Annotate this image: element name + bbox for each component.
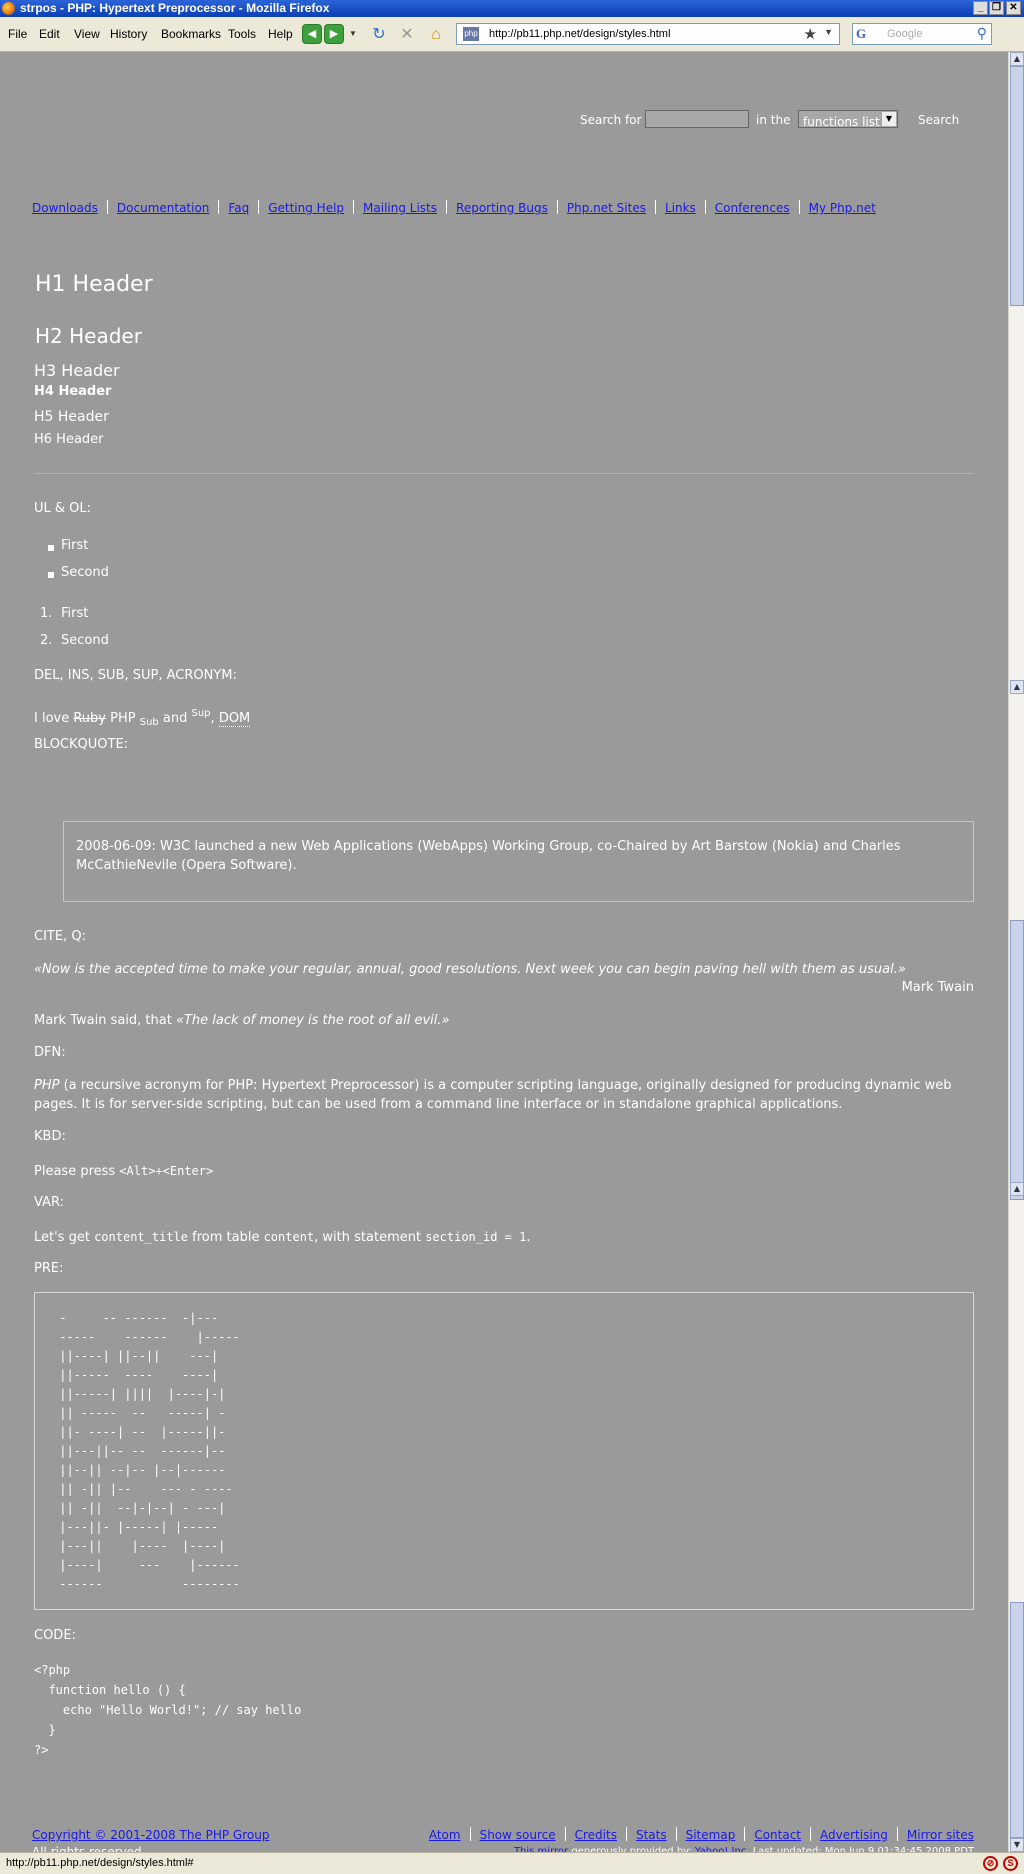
nav-getting-help[interactable]: Getting Help [268, 201, 345, 215]
search-scope-value: functions list [803, 115, 880, 129]
var-code: content_title [94, 1230, 188, 1244]
nav-documentation[interactable]: Documentation [116, 201, 210, 215]
menu-history[interactable]: History [110, 27, 148, 41]
dfn-term: PHP [34, 1078, 60, 1093]
h1-header: H1 Header [35, 272, 153, 297]
kbd-keys: <Alt>+<Enter> [119, 1164, 214, 1178]
nav-separator [446, 200, 447, 214]
footer-credits[interactable]: Credits [574, 1828, 617, 1842]
copyright-link[interactable]: Copyright © 2001-2008 The PHP Group [32, 1828, 270, 1842]
ol-number: 2. [40, 633, 53, 648]
nav-separator [705, 200, 706, 214]
scroll-up-icon[interactable]: ▲ [1010, 52, 1024, 66]
footer-advertising[interactable]: Advertising [820, 1828, 888, 1842]
inline-label: DEL, INS, SUB, SUP, ACRONYM: [34, 668, 237, 683]
kbd-prefix: Please press [34, 1164, 120, 1179]
status-bar [0, 1852, 1024, 1874]
site-search-button[interactable]: Search [918, 113, 960, 127]
close-button[interactable]: ✕ [1006, 1, 1021, 15]
window-title: strpos - PHP: Hypertext Preprocessor - Mozilla Firefox [20, 1, 330, 15]
history-dropdown-icon[interactable]: ▼ [349, 29, 357, 38]
footer-sitemap[interactable]: Sitemap [685, 1828, 736, 1842]
menu-bookmarks[interactable]: Bookmarks [161, 27, 222, 41]
ol-item: First [61, 606, 89, 621]
scroll-up-icon[interactable]: ▲ [1010, 680, 1024, 694]
bullet-icon [48, 545, 54, 551]
inline-quote: «The lack of money is the root of all evil.» [175, 1013, 450, 1028]
search-scope-select[interactable] [798, 110, 898, 128]
nav-mailing-lists[interactable]: Mailing Lists [363, 201, 438, 215]
var-text: . [526, 1230, 531, 1245]
deleted-text: Ruby [73, 711, 106, 726]
menu-view[interactable]: View [74, 27, 100, 41]
blockquote-label: BLOCKQUOTE: [34, 737, 129, 752]
vertical-scrollbar[interactable] [1008, 52, 1024, 1852]
in-the-label: in the [756, 113, 791, 127]
nav-separator [557, 200, 558, 214]
var-text: Let's get [34, 1230, 95, 1245]
inline-example [34, 704, 974, 732]
kbd-line [34, 1162, 974, 1181]
nav-faq[interactable]: Faq [228, 201, 250, 215]
google-engine-icon[interactable]: G [856, 26, 867, 41]
address-dropdown-icon[interactable]: ▼ [824, 27, 833, 37]
search-magnifier-icon[interactable]: ⚲ [976, 25, 987, 41]
nav-reporting-bugs[interactable]: Reporting Bugs [456, 201, 548, 215]
footer-separator [676, 1827, 677, 1841]
cite-label: CITE, Q: [34, 929, 86, 944]
site-search-input[interactable] [645, 110, 749, 128]
acronym-dom[interactable]: DOM [218, 711, 251, 726]
blockquote: 2008-06-09: W3C launched a new Web Applications (WebApps) Working Group, co-Chaired by Art Barstow (Nokia) and Charles McCathieNevile (Opera Software). [63, 821, 974, 902]
h2-header: H2 Header [35, 324, 142, 348]
footer-separator [897, 1827, 898, 1841]
ul-item: First [61, 538, 89, 553]
horizontal-rule [34, 473, 974, 474]
inline-text: PHP [106, 711, 140, 726]
footer-stats[interactable]: Stats [635, 1828, 667, 1842]
dfn-text: (a recursive acronym for PHP: Hypertext Preprocessor) is a computer scripting language, originally designed for producing dynamic web pages. It is for server-side scripting, but can be used from a command line interface or in standalone graphical applications. [34, 1078, 952, 1112]
nav-separator [218, 200, 219, 214]
nav-conferences[interactable]: Conferences [714, 201, 790, 215]
browser-search-placeholder[interactable]: Google [887, 28, 923, 40]
minimize-button[interactable]: _ [973, 1, 988, 15]
h5-header: H5 Header [34, 409, 109, 425]
superscript-text: Sup [191, 708, 211, 719]
var-code: section_id = 1 [425, 1230, 527, 1244]
ol-item: Second [61, 633, 109, 648]
dfn-paragraph [34, 1076, 974, 1114]
footer-separator [744, 1827, 745, 1841]
footer-mirror-sites[interactable]: Mirror sites [906, 1828, 974, 1842]
nav-separator [799, 200, 800, 214]
var-text: from table [188, 1230, 264, 1245]
stop-icon[interactable]: ✕ [400, 26, 414, 43]
site-favicon-icon: php [463, 27, 479, 41]
ol-number: 1. [40, 606, 53, 621]
scrollbar-thumb[interactable] [1010, 920, 1024, 1200]
h4-header: H4 Header [34, 384, 112, 399]
footer-links [429, 1827, 974, 1842]
menu-edit[interactable]: Edit [39, 27, 60, 41]
code-label: CODE: [34, 1628, 76, 1643]
menu-tools[interactable]: Tools [228, 27, 257, 41]
menu-toolbar [0, 17, 1024, 52]
bullet-icon [48, 572, 54, 578]
forward-arrow-icon[interactable]: ▶ [324, 24, 344, 44]
maximize-button[interactable]: ❐ [989, 1, 1004, 15]
nav-buttons [302, 24, 360, 46]
subscript-text: Sub [139, 717, 159, 728]
menu-help[interactable]: Help [268, 27, 293, 41]
page-content [0, 52, 1008, 1852]
lists-label: UL & OL: [34, 501, 92, 516]
var-line [34, 1228, 974, 1247]
h3-header: H3 Header [34, 361, 120, 380]
chevron-down-icon[interactable]: ▼ [882, 112, 896, 126]
said-line [34, 1011, 974, 1030]
scroll-up-icon[interactable]: ▲ [1010, 1182, 1024, 1196]
pre-block [34, 1292, 974, 1610]
nav-my-php-net[interactable]: My Php.net [808, 201, 876, 215]
said-prefix: Mark Twain said, that [34, 1013, 176, 1028]
h6-header: H6 Header [34, 432, 104, 447]
inline-text: I love [34, 711, 74, 726]
nav-separator [655, 200, 656, 214]
nav-downloads[interactable]: Downloads [32, 201, 98, 215]
nav-separator [353, 200, 354, 214]
code-block [34, 1660, 301, 1760]
search-for-label: Search for [580, 113, 642, 127]
address-url[interactable]: http://pb11.php.net/design/styles.html [489, 28, 671, 40]
pre-label: PRE: [34, 1261, 64, 1276]
footer-show-source[interactable]: Show source [479, 1828, 556, 1842]
code-text: <?php function hello () { echo "Hello World!"; // say hello } ?> [34, 1663, 302, 1757]
menu-file[interactable]: File [8, 27, 28, 41]
inline-text: and [158, 711, 192, 726]
cite-quote: «Now is the accepted time to make your regular, annual, good resolutions. Next week you can begin paving hell with them as usual.» [34, 962, 906, 977]
footer-atom[interactable]: Atom [428, 1828, 461, 1842]
main-nav [32, 200, 876, 215]
adblock-icon[interactable]: S [1003, 1856, 1018, 1871]
footer-separator [810, 1827, 811, 1841]
footer-separator [470, 1827, 471, 1841]
footer-separator [626, 1827, 627, 1841]
nav-separator [107, 200, 108, 214]
home-icon[interactable]: ⌂ [431, 26, 441, 43]
var-text: , with statement [314, 1230, 426, 1245]
nav-separator [258, 200, 259, 214]
scroll-down-icon[interactable]: ▼ [1010, 1838, 1024, 1852]
address-bar[interactable] [456, 23, 840, 45]
footer-contact[interactable]: Contact [754, 1828, 801, 1842]
nav-links[interactable]: Links [664, 201, 696, 215]
cite-author: Mark Twain [901, 980, 974, 995]
dfn-label: DFN: [34, 1045, 66, 1060]
ul-item: Second [61, 565, 109, 580]
bookmark-star-icon[interactable]: ★ [803, 26, 817, 43]
scrollbar-thumb[interactable] [1010, 66, 1024, 306]
browser-search-box[interactable] [852, 23, 992, 45]
pre-text: - -- ------ -|--- ----- ------ |----- ||----| ||--|| ---| ||----- ---- ----| ||-----| |||| |----|-| || ----- -- -----| - ||- ----| -- |-----||- ||---||-- -- ------|-- ||--|| --|-- |--|------ || -|| |-- --- - ---- || -|| --|-|--| - ---| |---||- |-----| |----- |---|| |---- |----| |----| --- |------ ------ -------- [59, 1311, 240, 1591]
reload-icon[interactable]: ↻ [372, 26, 386, 43]
status-text: http://pb11.php.net/design/styles.html# [6, 1857, 194, 1869]
inline-text: , [210, 711, 219, 726]
kbd-label: KBD: [34, 1129, 66, 1144]
back-arrow-icon[interactable]: ◀ [302, 24, 322, 44]
var-label: VAR: [34, 1195, 64, 1210]
footer-separator [565, 1827, 566, 1841]
window-titlebar [0, 0, 1024, 17]
var-code: content [263, 1230, 315, 1244]
nav-php-net-sites[interactable]: Php.net Sites [566, 201, 646, 215]
firefox-logo-icon [2, 2, 15, 15]
blocked-icon[interactable]: ⊘ [983, 1856, 998, 1871]
scrollbar-thumb[interactable] [1010, 1602, 1024, 1838]
